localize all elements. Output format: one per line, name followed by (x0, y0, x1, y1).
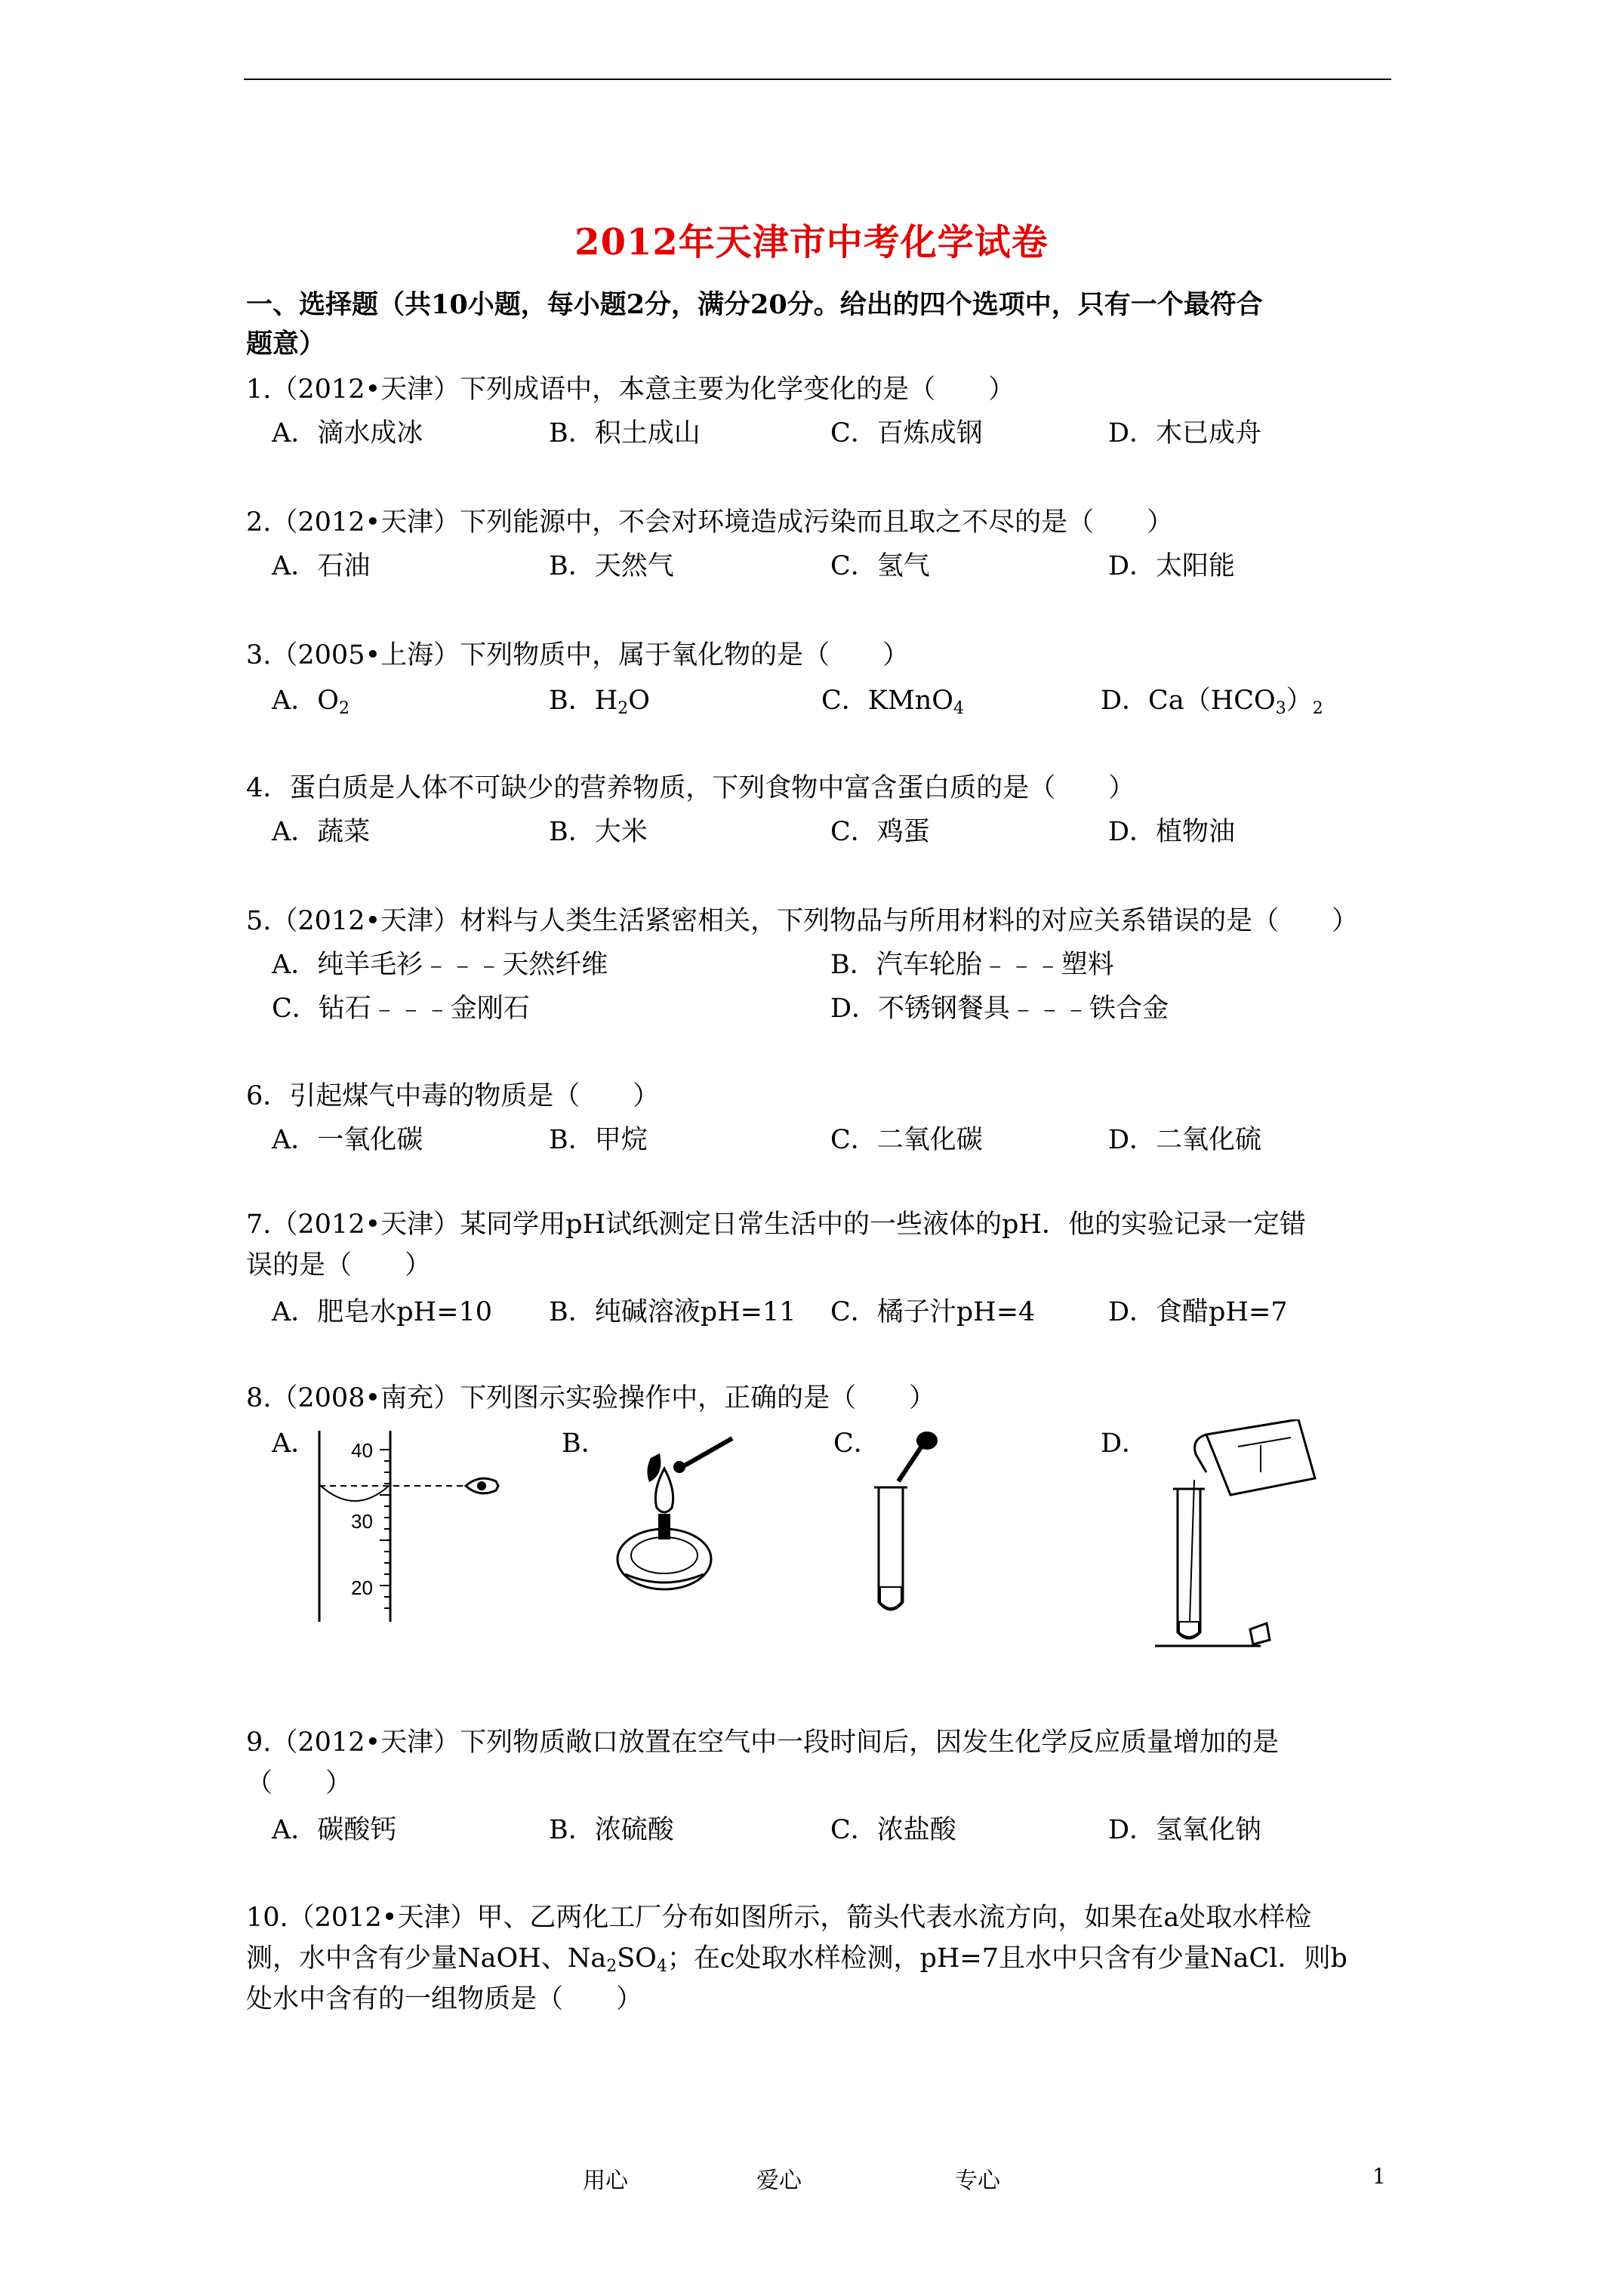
q6-option-a: A．一氧化碳 (272, 1125, 423, 1155)
footer-right: 专心 (955, 2168, 1000, 2194)
q9-option-a: A．碳酸钙 (272, 1815, 397, 1845)
q3-option-c: C．KMnO$_4$ (821, 686, 965, 718)
q6-option-c: C．二氧化碳 (830, 1125, 983, 1155)
q2-option-a: A．石油 (272, 551, 371, 581)
question-2-stem: 2.（2012•天津）下列能源中，不会对环境造成污染而且取之不尽的是（ ） (246, 507, 1174, 538)
question-7-stem: 7.（2012•天津）某同学用pH试纸测定日常生活中的一些液体的pH．他的实验记录一定错 (246, 1210, 1306, 1240)
q8-option-a: A． (272, 1428, 318, 1459)
tick-label-40: 40 (351, 1439, 373, 1462)
question-3-stem: 3.（2005•上海）下列物质中，属于氧化物的是（ ） (246, 640, 910, 670)
figure-a-cylinder-reading (306, 1427, 525, 1627)
figure-d-pouring-liquid (1147, 1419, 1336, 1650)
question-1-stem: 1.（2012•天津）下列成语中，本意主要为化学变化的是（ ） (246, 374, 1015, 405)
q7-option-c: C．橘子汁pH=4 (830, 1297, 1036, 1327)
question-5-stem: 5.（2012•天津）材料与人类生活紧密相关，下列物品与所用材料的对应关系错误的是（ ） (246, 906, 1359, 936)
q6-option-d: D．二氧化硫 (1108, 1125, 1262, 1155)
question-9-stem: 9.（2012•天津）下列物质敞口放置在空气中一段时间后，因发生化学反应质量增加的是 (246, 1727, 1280, 1758)
q1-option-b: B．积土成山 (549, 418, 701, 448)
q9-option-d: D．氢氧化钠 (1108, 1815, 1262, 1845)
section-heading: 一、选择题（共10小题，每小题2分，满分20分。给出的四个选项中，只有一个最符合 (246, 289, 1263, 320)
question-10-stem-cont-2: 处水中含有的一组物质是（ ） (246, 1984, 643, 2014)
section-heading-cont: 题意） (246, 328, 326, 359)
q1-option-a: A．滴水成冰 (272, 418, 423, 448)
q7-option-a: A．肥皂水pH=10 (272, 1297, 493, 1327)
eye-icon (466, 1478, 498, 1493)
question-4-stem: 4．蛋白质是人体不可缺少的营养物质，下列食物中富含蛋白质的是（ ） (246, 773, 1135, 803)
q5-option-c: C．钻石﹣﹣﹣金刚石 (272, 994, 530, 1024)
header-rule (244, 79, 1391, 80)
question-8-stem: 8.（2008•南充）下列图示实验操作中，正确的是（ ） (246, 1383, 936, 1413)
question-10-stem: 10.（2012•天津）甲、乙两化工厂分布如图所示，箭头代表水流方向，如果在a处取水样检 (246, 1903, 1312, 1933)
q8-option-c: C． (833, 1428, 880, 1459)
footer-left: 用心 (583, 2168, 628, 2194)
footer-middle: 爱心 (756, 2168, 802, 2194)
q6-option-b: B．甲烷 (549, 1125, 648, 1155)
q2-option-b: B．天然气 (549, 551, 674, 581)
question-6-stem: 6．引起煤气中毒的物质是（ ） (246, 1081, 660, 1111)
tick-label-30: 30 (351, 1510, 373, 1533)
q4-option-d: D．植物油 (1108, 817, 1236, 847)
q4-option-a: A．蔬菜 (272, 817, 371, 847)
q4-option-c: C．鸡蛋 (830, 817, 930, 847)
q3-option-b: B．$H_2O$ (549, 686, 650, 718)
q1-option-d: D．木已成舟 (1108, 418, 1262, 448)
page-number: 1 (1372, 2164, 1386, 2189)
q3-option-a: A．$O_2$ (272, 686, 350, 718)
q5-option-b: B．汽车轮胎﹣﹣﹣塑料 (830, 950, 1114, 980)
q3-option-d: D．$Ca(HCO_3)_2$ (1101, 686, 1323, 718)
q9-option-c: C．浓盐酸 (830, 1815, 956, 1845)
figure-c-dropper-test-tube (868, 1419, 951, 1620)
figure-b-alcohol-lamp (604, 1423, 740, 1597)
q9-option-b: B．浓硫酸 (549, 1815, 674, 1845)
q8-option-d: D． (1101, 1428, 1149, 1459)
q5-option-d: D．不锈钢餐具﹣﹣﹣铁合金 (830, 994, 1169, 1024)
q4-option-b: B．大米 (549, 817, 648, 847)
q7-option-d: D．食醋pH=7 (1108, 1297, 1288, 1327)
question-9-stem-cont: （ ） (246, 1768, 353, 1798)
page-title: 2012年天津市中考化学试卷 (574, 221, 1049, 264)
q8-option-b: B． (562, 1428, 608, 1459)
q1-option-c: C．百炼成钢 (830, 418, 983, 448)
q7-option-b: B．纯碱溶液pH=11 (549, 1297, 796, 1327)
q2-option-d: D．太阳能 (1108, 551, 1236, 581)
question-10-stem-cont: 测，水中含有少量NaOH、$Na_2SO_4$；在c处取水样检测，pH=7且水中只含有少量NaCl．则b (246, 1943, 1347, 1976)
q5-option-a: A．纯羊毛衫﹣﹣﹣天然纤维 (272, 950, 608, 980)
question-7-stem-cont: 误的是（ ） (246, 1250, 432, 1281)
tick-label-20: 20 (351, 1576, 373, 1599)
q2-option-c: C．氢气 (830, 551, 930, 581)
